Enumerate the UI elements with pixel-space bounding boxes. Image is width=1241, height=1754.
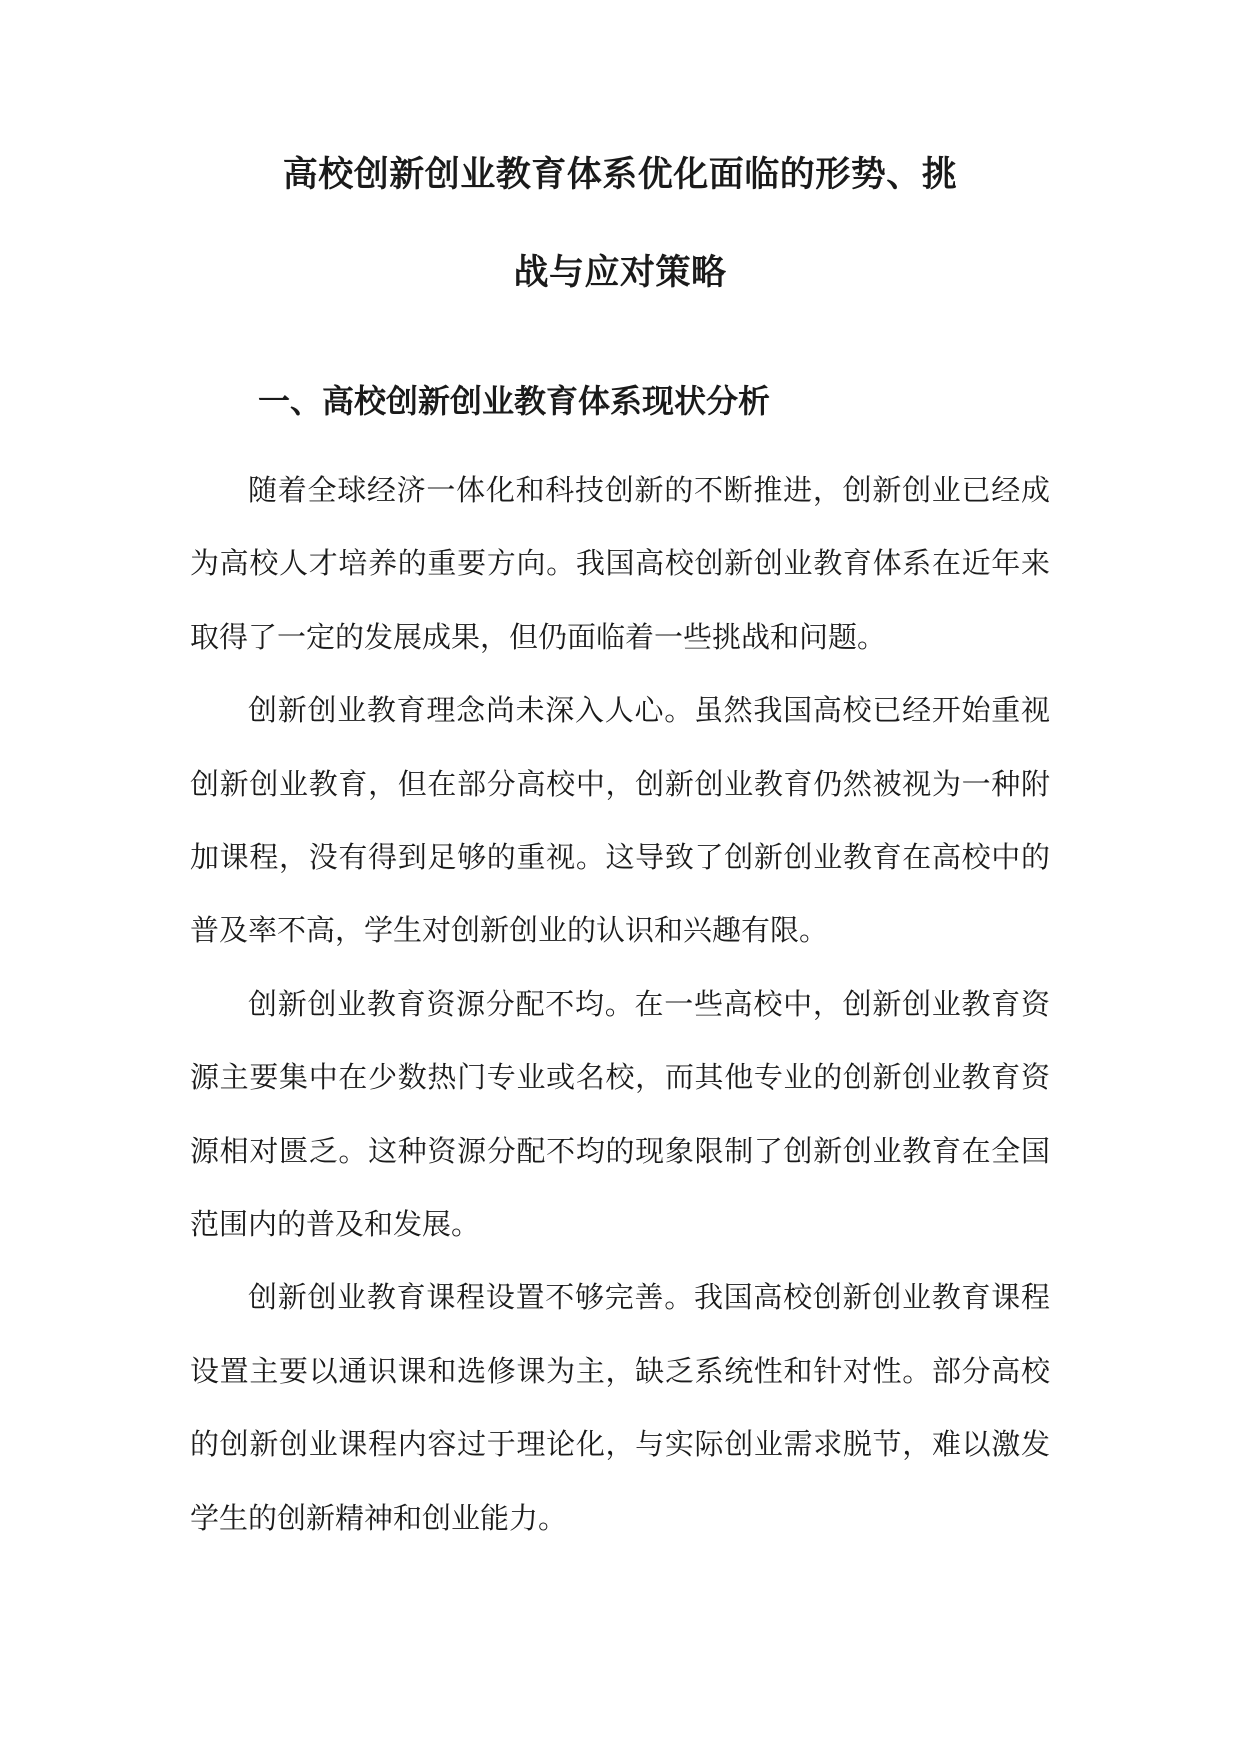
paragraph: 随着全球经济一体化和科技创新的不断推进，创新创业已经成为高校人才培养的重要方向。我国高校创新创业教育体系在近年来取得了一定的发展成果，但仍面临着一些挑战和问题。 xyxy=(190,473,1050,654)
paragraph: 创新创业教育理念尚未深入人心。虽然我国高校已经开始重视创新创业教育，但在部分高校中，创新创业教育仍然被视为一种附加课程，没有得到足够的重视。这导致了创新创业教育在高校中的普及率不高，学生对创新创业的认识和兴趣有限。 xyxy=(190,693,1050,948)
document-title-line-1: 高校创新创业教育体系优化面临的形势、挑 xyxy=(282,155,958,195)
paragraph: 创新创业教育资源分配不均。在一些高校中，创新创业教育资源主要集中在少数热门专业或名校，而其他专业的创新创业教育资源相对匮乏。这种资源分配不均的现象限制了创新创业教育在全国范围内的普及和发展。 xyxy=(190,986,1050,1242)
body-text xyxy=(190,454,1050,1555)
section-heading: 一、高校创新创业教育体系现状分析 xyxy=(258,382,771,420)
document-title-line-2: 战与应对策略 xyxy=(513,253,727,293)
paragraph: 创新创业教育课程设置不够完善。我国高校创新创业教育课程设置主要以通识课和选修课为主，缺乏系统性和针对性。部分高校的创新创业课程内容过于理论化，与实际创业需求脱节，难以激发学生的创新精神和创业能力。 xyxy=(190,1280,1050,1535)
